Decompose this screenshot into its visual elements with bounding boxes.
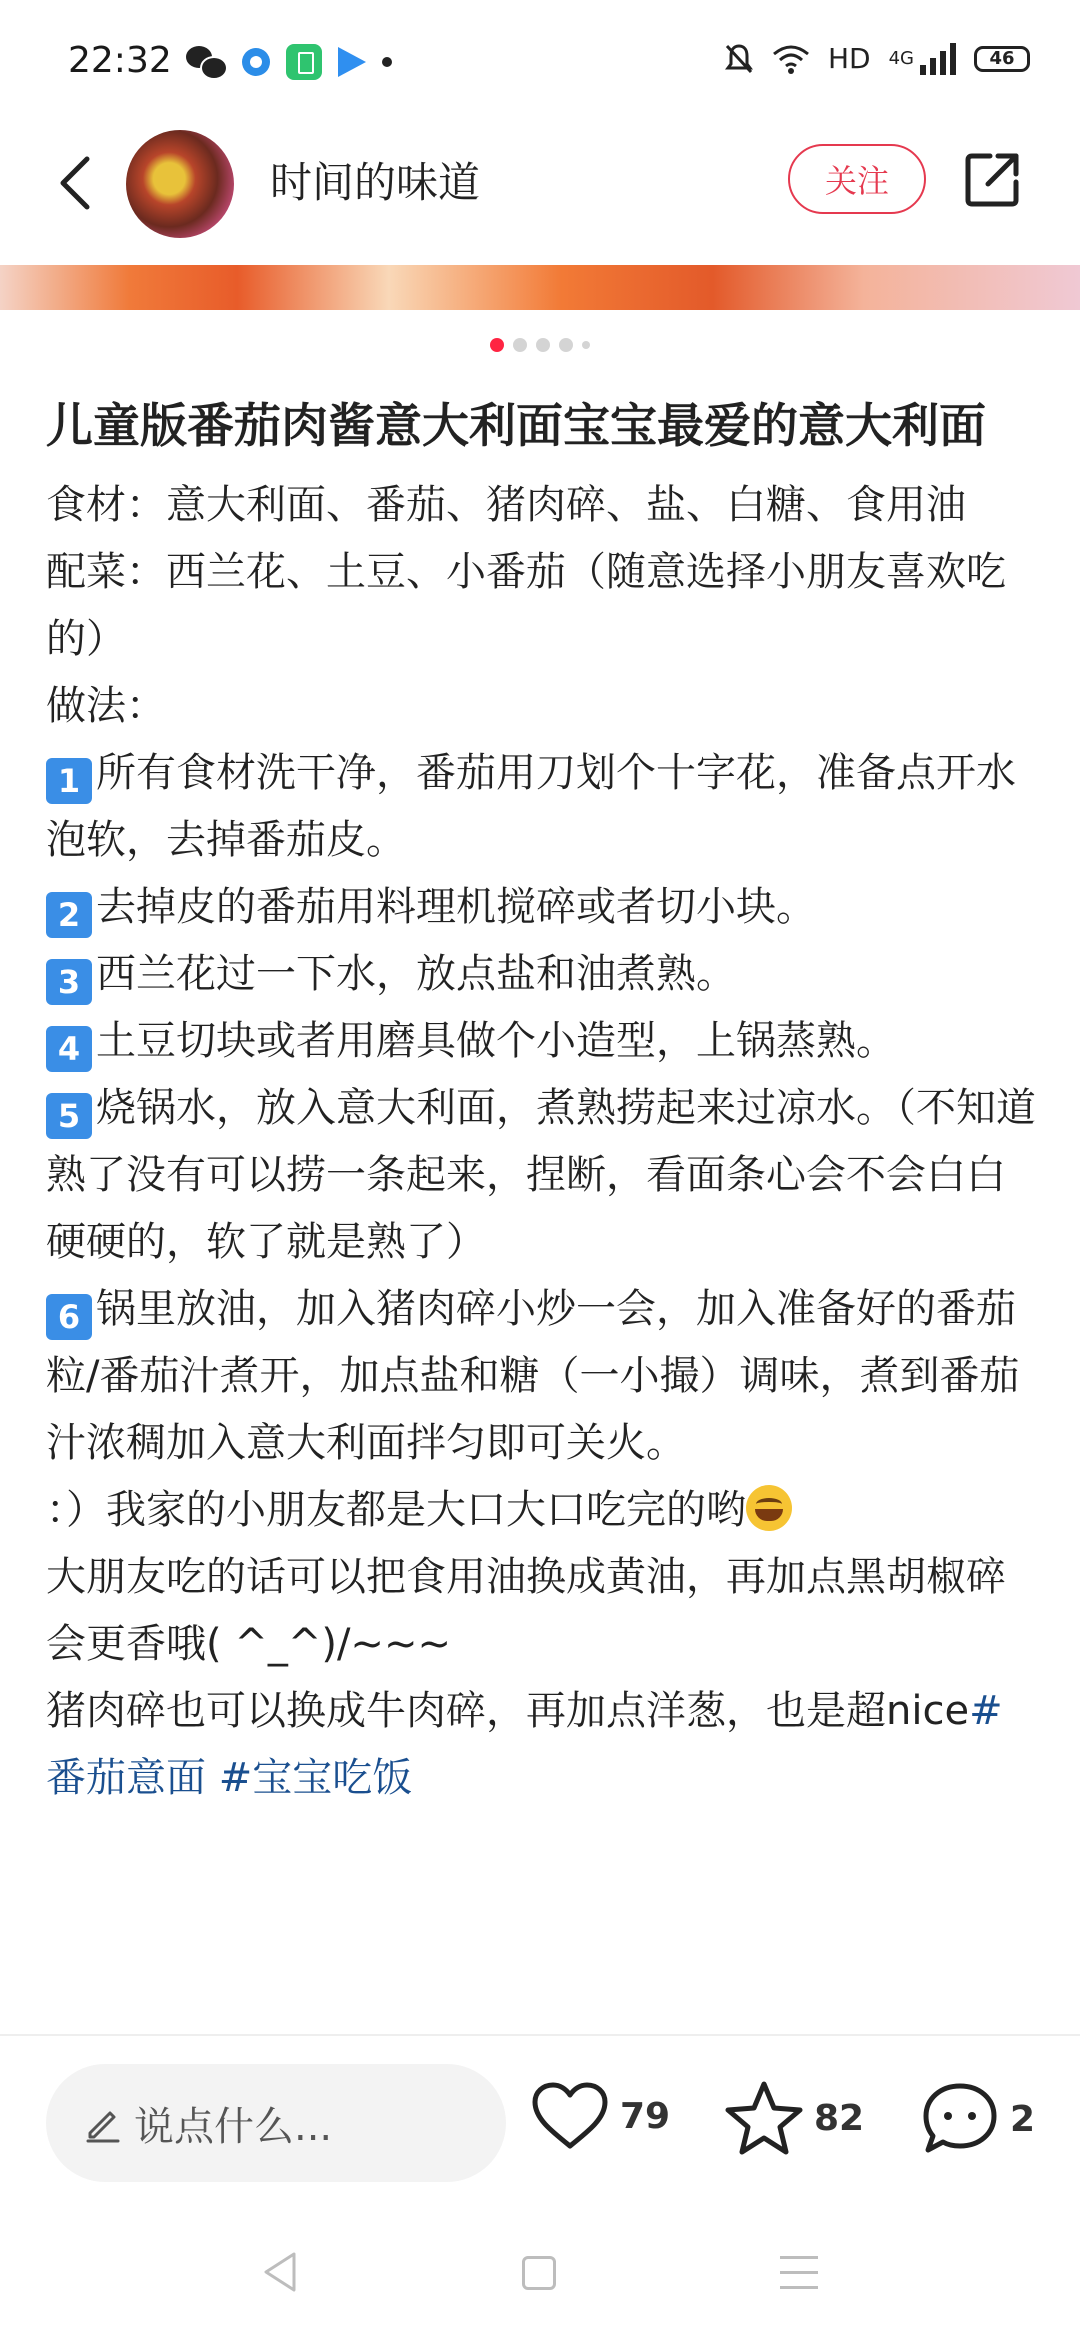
post-image[interactable]: [0, 265, 1080, 310]
carousel-indicator: [0, 338, 1080, 352]
hashtag-link[interactable]: #宝宝吃饭: [218, 1755, 413, 1801]
number-6-emoji-icon: 6: [46, 1294, 92, 1340]
notification-icons: [186, 44, 392, 80]
back-button[interactable]: [40, 148, 110, 218]
step-item: [46, 1276, 1036, 1477]
battery-icon: [974, 46, 1030, 72]
signal-icon: [920, 43, 956, 75]
post-header: [0, 130, 1080, 265]
green-app-icon: [286, 44, 322, 80]
number-4-emoji-icon: 4: [46, 1026, 92, 1072]
mute-bell-icon: [724, 43, 754, 75]
like-count: 79: [620, 2095, 671, 2137]
recents-menu-icon[interactable]: [780, 2256, 818, 2301]
step-item: [46, 1008, 1036, 1075]
note-line: [46, 1678, 1036, 1812]
favorite-button[interactable]: [724, 2080, 864, 2156]
number-5-emoji-icon: 5: [46, 1093, 92, 1139]
pencil-icon: [82, 2103, 122, 2143]
step-text: 西兰花过一下水，放点盐和油煮熟。: [96, 951, 736, 997]
system-nav-bar: [0, 2206, 1080, 2340]
heart-icon: [530, 2080, 610, 2152]
carousel-dot: [582, 341, 590, 349]
follow-button[interactable]: 关注: [788, 144, 926, 214]
step-text: 去掉皮的番茄用料理机搅碎或者切小块。: [96, 884, 816, 930]
wechat-icon: [186, 46, 226, 78]
video-app-icon: [338, 47, 366, 77]
comment-placeholder: 说点什么...: [134, 2103, 333, 2150]
step-item: [46, 1075, 1036, 1276]
post-content: [46, 394, 1036, 1812]
number-2-emoji-icon: 2: [46, 892, 92, 938]
carousel-dot: [536, 338, 550, 352]
comment-button[interactable]: [920, 2080, 1035, 2158]
status-bar: [0, 0, 1080, 130]
battery-level: 46: [989, 48, 1015, 69]
home-square-icon[interactable]: [522, 2256, 556, 2290]
network-label: HD: [827, 42, 871, 75]
system-icons: [724, 42, 1030, 75]
post-title: 儿童版番茄肉酱意大利面宝宝最爱的意大利面: [46, 399, 986, 454]
favorite-count: 82: [814, 2097, 865, 2139]
number-3-emoji-icon: 3: [46, 959, 92, 1005]
carousel-dot: [513, 338, 527, 352]
like-button[interactable]: [530, 2080, 670, 2152]
author-avatar[interactable]: [126, 130, 234, 238]
bottom-action-bar: [0, 2036, 1080, 2206]
speech-bubble-icon: [920, 2080, 1000, 2158]
note-text: 猪肉碎也可以换成牛肉碎，再加点洋葱，也是超nice: [46, 1688, 970, 1734]
grinning-face-emoji-icon: [746, 1485, 792, 1531]
comment-count: 2: [1010, 2098, 1036, 2140]
signal-label: 4G: [888, 48, 914, 69]
share-icon: [960, 146, 1026, 212]
sides-text: 配菜：西兰花、土豆、小番茄（随意选择小朋友喜欢吃的）: [46, 549, 1006, 662]
star-icon: [724, 2080, 804, 2156]
author-name[interactable]: 时间的味道: [270, 158, 481, 207]
step-text: 锅里放油，加入猪肉碎小炒一会，加入准备好的番茄粒/番茄汁煮开，加点盐和糖（一小撮）调味，煮到番茄汁浓稠加入意大利面拌匀即可关火。: [46, 1286, 1020, 1466]
note-text: ：）我家的小朋友都是大口大口吃完的哟: [46, 1487, 746, 1533]
carousel-dot: [559, 338, 573, 352]
back-triangle-icon[interactable]: [260, 2250, 300, 2294]
dot-icon: [382, 57, 392, 67]
comment-input[interactable]: [46, 2064, 506, 2182]
number-1-emoji-icon: 1: [46, 758, 92, 804]
hashtag-link[interactable]: #番茄意面: [46, 1688, 1003, 1801]
note-line: [46, 1477, 1036, 1544]
wifi-icon: [772, 44, 810, 74]
method-label: 做法：: [46, 683, 166, 729]
step-text: 所有食材洗干净，番茄用刀划个十字花，准备点开水泡软，去掉番茄皮。: [46, 750, 1016, 863]
status-time: 22:32: [68, 40, 172, 81]
blue-app-icon: [242, 48, 270, 76]
note-text: 大朋友吃的话可以把食用油换成黄油，再加点黑胡椒碎会更香哦( ^_^)/~~~: [46, 1554, 1006, 1667]
ingredients-text: 食材：意大利面、番茄、猪肉碎、盐、白糖、食用油: [46, 482, 966, 528]
step-item: [46, 941, 1036, 1008]
step-item: [46, 740, 1036, 874]
chevron-left-icon: [55, 153, 95, 213]
share-button[interactable]: [960, 146, 1026, 212]
step-text: 烧锅水，放入意大利面，煮熟捞起来过凉水。（不知道熟了没有可以捞一条起来，捏断，看面条心会不会白白硬硬的，软了就是熟了）: [46, 1085, 1036, 1265]
carousel-dot: [490, 338, 504, 352]
step-item: [46, 874, 1036, 941]
step-text: 土豆切块或者用磨具做个小造型，上锅蒸熟。: [96, 1018, 896, 1064]
